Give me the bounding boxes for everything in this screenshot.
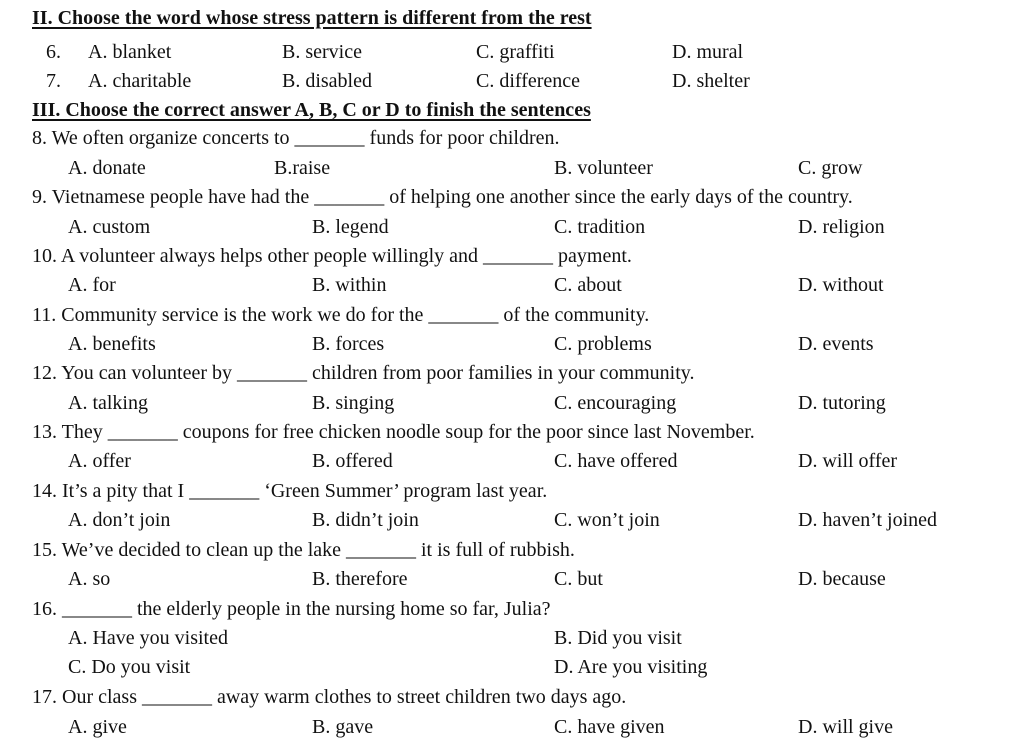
option-a: A. offer	[68, 450, 131, 472]
question-stem: 8. We often organize concerts to _______ funds for poor children.	[32, 127, 560, 149]
question-stem: 12. You can volunteer by _______ children from poor families in your community.	[32, 362, 695, 384]
option-a: A. give	[68, 716, 127, 738]
option-c: C. difference	[476, 70, 581, 92]
option-d: D. Are you visiting	[554, 656, 708, 678]
question-stem: 10. A volunteer always helps other people willingly and _______ payment.	[32, 245, 632, 267]
option-a: A. talking	[68, 392, 148, 414]
option-c: C. have offered	[554, 450, 678, 472]
option-b: B. disabled	[282, 70, 372, 92]
option-a: A. donate	[68, 157, 146, 179]
option-a: A. for	[68, 274, 116, 296]
option-b: B. Did you visit	[554, 627, 682, 649]
option-b: B. legend	[312, 216, 389, 238]
option-b: B. offered	[312, 450, 393, 472]
option-a: A. benefits	[68, 333, 156, 355]
option-d: D. will offer	[798, 450, 898, 472]
question-stem: 16. _______ the elderly people in the nursing home so far, Julia?	[32, 598, 551, 620]
question-number: 6.	[46, 41, 61, 63]
option-b: B. forces	[312, 333, 385, 355]
option-c: C. tradition	[554, 216, 646, 238]
question-number: 7.	[46, 70, 61, 92]
option-d: D. haven’t joined	[798, 509, 938, 531]
option-b: B. gave	[312, 716, 374, 738]
option-c: C. have given	[554, 716, 665, 738]
option-a: A. don’t join	[68, 509, 171, 531]
option-c: B. volunteer	[554, 157, 653, 179]
option-d: D. events	[798, 333, 874, 355]
option-b: B.raise	[274, 157, 331, 179]
section-2-heading: II. Choose the word whose stress pattern is different from the rest	[32, 7, 592, 29]
option-d: D. because	[798, 568, 886, 590]
option-b: B. didn’t join	[312, 509, 419, 531]
option-d: D. shelter	[672, 70, 750, 92]
question-stem: 11. Community service is the work we do for the _______ of the community.	[32, 304, 650, 326]
option-a: A. blanket	[88, 41, 172, 63]
option-b: B. therefore	[312, 568, 408, 590]
option-a: A. so	[68, 568, 111, 590]
option-a: A. Have you visited	[68, 627, 228, 649]
option-d: D. tutoring	[798, 392, 886, 414]
option-c: C. problems	[554, 333, 652, 355]
option-d: D. without	[798, 274, 884, 296]
option-b: B. within	[312, 274, 387, 296]
question-stem: 14. It’s a pity that I _______ ‘Green Summer’ program last year.	[32, 480, 548, 502]
option-d: D. religion	[798, 216, 885, 238]
option-c: C. but	[554, 568, 603, 590]
question-stem: 17. Our class _______ away warm clothes to street children two days ago.	[32, 686, 627, 708]
option-d: D. mural	[672, 41, 744, 63]
option-c: C. encouraging	[554, 392, 677, 414]
option-c: C. Do you visit	[68, 656, 191, 678]
question-stem: 15. We’ve decided to clean up the lake _______ it is full of rubbish.	[32, 539, 575, 561]
option-b: B. service	[282, 41, 362, 63]
option-a: A. custom	[68, 216, 151, 238]
option-d: C. grow	[798, 157, 863, 179]
question-stem: 9. Vietnamese people have had the _______ of helping one another since the early days of the country.	[32, 186, 853, 208]
section-3-heading: III. Choose the correct answer A, B, C or D to finish the sentences	[32, 99, 591, 121]
option-c: C. about	[554, 274, 622, 296]
option-a: A. charitable	[88, 70, 192, 92]
option-c: C. graffiti	[476, 41, 555, 63]
option-c: C. won’t join	[554, 509, 660, 531]
option-b: B. singing	[312, 392, 395, 414]
question-stem: 13. They _______ coupons for free chicken noodle soup for the poor since last November.	[32, 421, 755, 443]
option-d: D. will give	[798, 716, 893, 738]
